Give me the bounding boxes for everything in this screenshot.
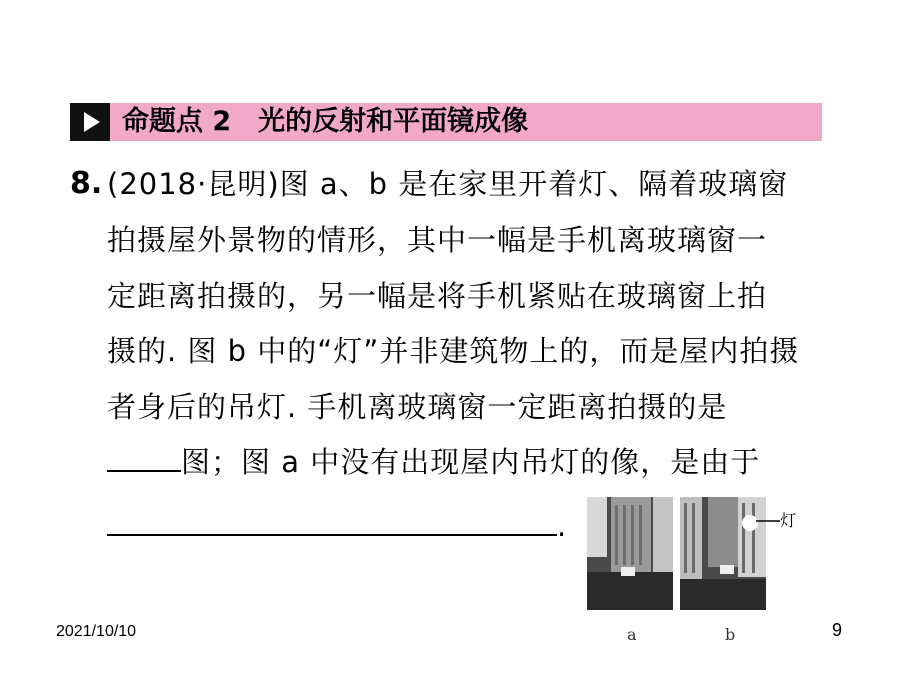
question-line-1: (2018·昆明)图 a、b 是在家里开着灯、隔着玻璃窗	[107, 167, 789, 201]
question-line-4: 摄的. 图 b 中的“灯”并非建筑物上的，而是屋内拍摄	[107, 334, 800, 368]
question-line-7	[107, 506, 567, 546]
play-icon	[70, 103, 110, 141]
photo-a	[587, 497, 673, 610]
question-line-3: 定距离拍摄的，另一幅是将手机紧贴在玻璃窗上拍	[107, 279, 768, 313]
question-line-6	[107, 442, 760, 482]
lamp-pointer-line	[756, 516, 782, 526]
caption-b: b	[725, 625, 736, 644]
answer-blank-2[interactable]	[107, 506, 557, 536]
question-line-5: 者身后的吊灯. 手机离玻璃窗一定距离拍摄的是	[107, 390, 728, 424]
section-title: 命题点 2 光的反射和平面镜成像	[122, 106, 529, 137]
question-line-6-text: 图；图 a 中没有出现屋内吊灯的像，是由于	[181, 445, 761, 479]
photo-b	[680, 497, 766, 610]
lamp-label: 灯	[780, 511, 797, 530]
caption-a: a	[627, 625, 637, 644]
page-number: 9	[832, 620, 843, 640]
question-line-7-text: .	[557, 509, 568, 543]
footer-date: 2021/10/10	[56, 623, 137, 640]
question-number: 8.	[70, 166, 103, 201]
answer-blank-1[interactable]	[107, 442, 181, 472]
question-line-2: 拍摄屋外景物的情形，其中一幅是手机离玻璃窗一	[107, 223, 768, 257]
